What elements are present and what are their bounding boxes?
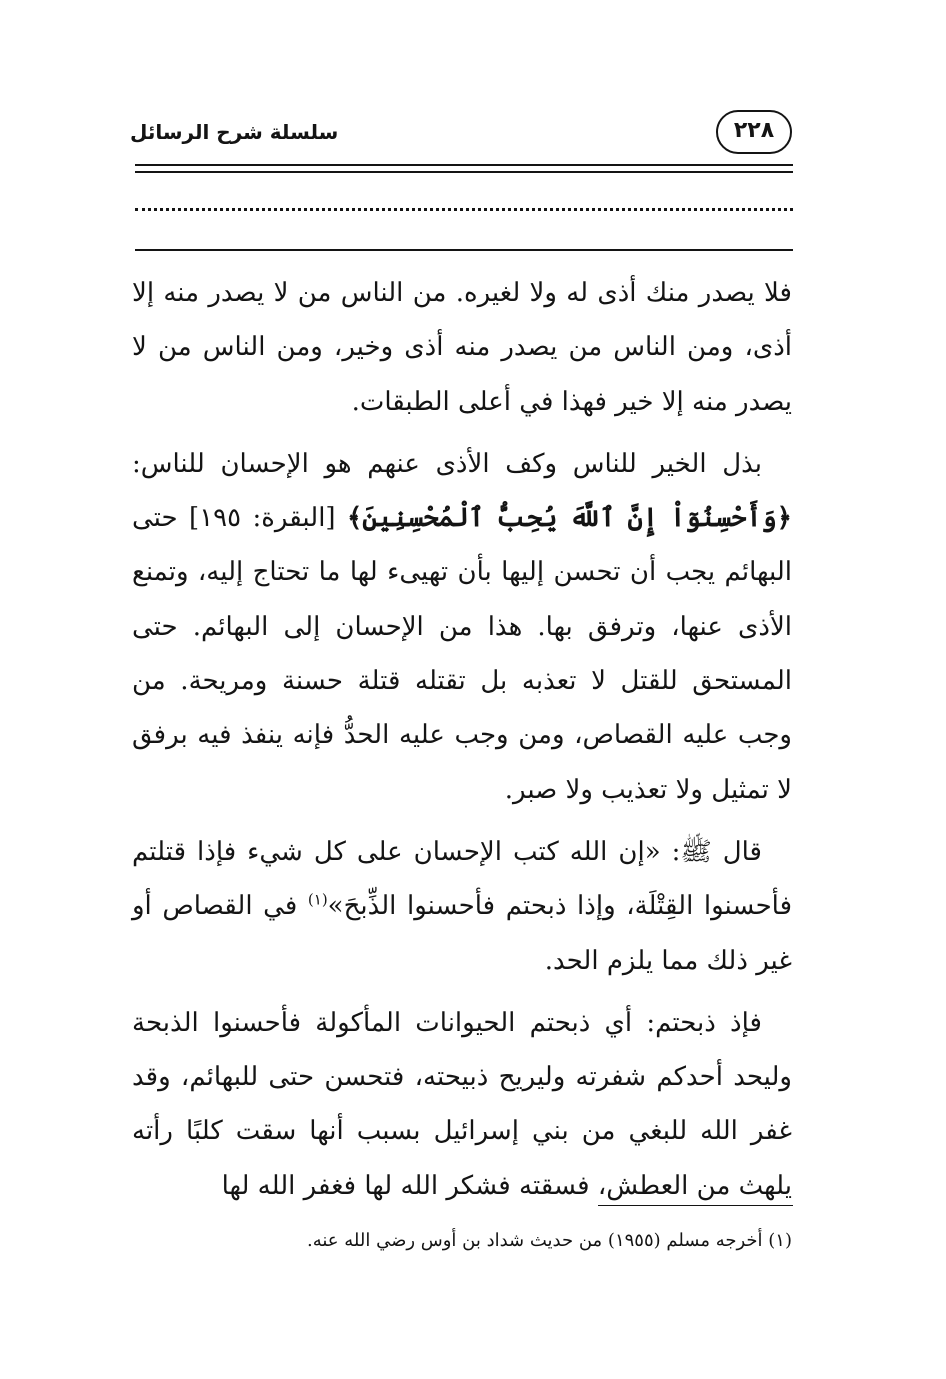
section-divider xyxy=(135,249,793,251)
main-text xyxy=(132,266,792,1221)
paragraph-3-rest: في القصاص أو غير ذلك مما يلزم الحد. xyxy=(132,891,792,976)
footnote-rule xyxy=(598,1205,793,1206)
series-title: سلسلة شرح الرسائل xyxy=(130,120,339,144)
header-rule-bottom xyxy=(135,171,793,173)
page-header xyxy=(130,108,794,164)
hadith-quote: قال ﷺ: «إن الله كتب الإحسان على كل شيء فإذا قتلتم فأحسنوا القِتْلَة، وإذا ذبحتم فأحسنوا الذِّبحَ» xyxy=(132,836,793,922)
footnote-marker: (١) xyxy=(307,890,328,909)
header-rule-top xyxy=(135,164,793,166)
paragraph-3 xyxy=(132,825,792,988)
page-number-badge: ٢٢٨ xyxy=(716,110,792,154)
paragraph-2-intro: بذل الخير للناس وكف الأذى عنهم هو الإحسان للناس: xyxy=(132,448,762,479)
footnote: (١) أخرجه مسلم (١٩٥٥) من حديث شداد بن أوس رضي الله عنه. xyxy=(306,1230,792,1251)
verse-citation: [البقرة: ١٩٥] xyxy=(189,503,336,534)
dotted-divider xyxy=(135,208,793,211)
paragraph-4: فإذ ذبحتم: أي ذبحتم الحيوانات المأكولة فأحسنوا الذبحة وليحد أحدكم شفرته وليريح ذبيحته، فتحسن حتى للبهائم، وقد غفر الله للبغي من بني إسرائيل بسبب أنها سقت كلبًا رأته يلهث من العطش، فسقته فشكر الله لها فغفر الله لها xyxy=(132,1007,792,1201)
paragraph-1: فلا يصدر منك أذى له ولا لغيره. من الناس من لا يصدر منه إلا أذى، ومن الناس من يصدر منه أذى وخير، ومن الناس من لا يصدر منه إلا خير فهذا في أعلى الطبقات. xyxy=(132,278,792,417)
paragraph-2 xyxy=(132,437,792,817)
quran-verse: ﴿وَأَحْسِنُوٓاْ إِنَّ ٱللَّهَ يُحِبُّ ٱلْمُحْسِنِينَ﴾ xyxy=(347,503,793,534)
paragraph-2-rest: حتى البهائم يجب أن تحسن إليها بأن تهيىء لها ما تحتاج إليه، وتمنع الأذى عنها، وترفق بها. هذا من الإحسان إلى البهائم. حتى المستحق للقتل لا تعذبه بل تقتله قتلة حسنة ومريحة. من وجب عليه القصاص، ومن وجب عليه الحدُّ فإنه ينفذ فيه برفق لا تمثيل ولا تعذيب ولا صبر. xyxy=(132,503,792,805)
